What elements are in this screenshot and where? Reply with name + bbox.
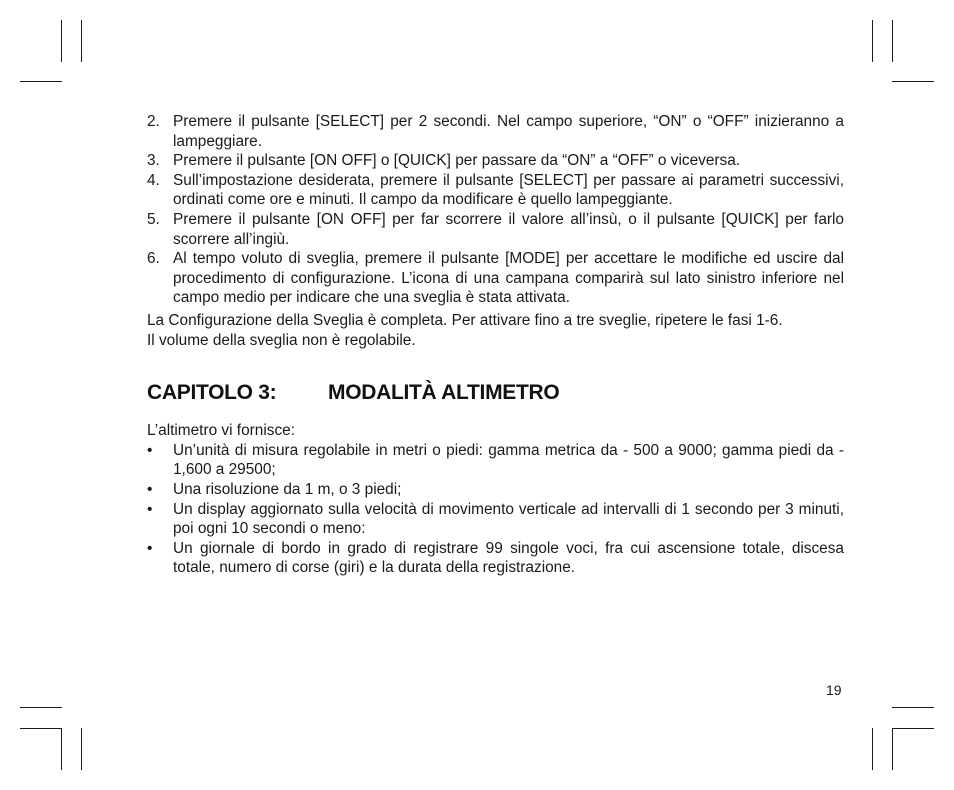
bullet-icon: •	[147, 500, 153, 518]
list-item	[147, 441, 844, 480]
step-item	[147, 151, 844, 171]
list-item	[147, 500, 844, 539]
step-text: Premere il pulsante [ON OFF] o [QUICK] per passare da “ON” a “OFF” o viceversa.	[173, 152, 741, 170]
crop-mark	[892, 728, 934, 729]
bullet-icon: •	[147, 539, 153, 557]
feature-text: Una risoluzione da 1 m, o 3 piedi;	[173, 480, 402, 498]
chapter-title: MODALITÀ ALTIMETRO	[328, 381, 560, 405]
page-number: 19	[826, 682, 842, 698]
step-text: Premere il pulsante [ON OFF] per far scorrere il valore all’insù, o il pulsante [QUICK] per farlo scorrere all’ingiù.	[173, 210, 844, 248]
step-item	[147, 112, 844, 151]
bullet-icon: •	[147, 441, 153, 459]
volume-note-paragraph: Il volume della sveglia non è regolabile.	[147, 331, 416, 349]
crop-mark	[20, 707, 62, 708]
bullet-icon: •	[147, 480, 153, 498]
step-text: Al tempo voluto di sveglia, premere il pulsante [MODE] per accettare le modifiche ed uscire dal procedimento di configurazione. L’icona di una campana comparirà sul lato sinistro inferiore nel campo medio per indicare che una sveglia è stata attivata.	[173, 250, 844, 307]
step-number: 3.	[147, 152, 160, 170]
step-item	[147, 249, 844, 308]
feature-text: Un display aggiornato sulla velocità di movimento verticale ad intervalli di 1 secondo per 3 minuti, poi ogni 10 secondi o meno:	[173, 500, 844, 538]
crop-mark	[61, 20, 62, 62]
crop-mark	[20, 81, 62, 82]
step-item	[147, 210, 844, 249]
alarm-steps-list	[147, 112, 844, 308]
crop-mark	[892, 707, 934, 708]
crop-mark	[81, 20, 82, 62]
crop-mark	[20, 728, 62, 729]
step-text: Premere il pulsante [SELECT] per 2 secondi. Nel campo superiore, “ON” o “OFF” inizieranno a lampeggiare.	[173, 113, 844, 150]
crop-mark	[81, 728, 82, 770]
chapter-heading	[147, 379, 844, 407]
altimeter-features-list	[147, 441, 844, 578]
crop-mark	[892, 81, 934, 82]
step-item	[147, 171, 844, 210]
feature-text: Un’unità di misura regolabile in metri o piedi: gamma metrica da - 500 a 9000; gamma piedi da - 1,600 a 29500;	[173, 441, 844, 479]
step-number: 5.	[147, 210, 160, 228]
step-text: Sull’impostazione desiderata, premere il pulsante [SELECT] per passare ai parametri successivi, ordinati come ore e minuti. Il campo da modificare è quello lampeggiante.	[173, 171, 844, 209]
alarm-complete-paragraph: La Configurazione della Sveglia è completa. Per attivare fino a tre sveglie, ripetere le fasi 1-6.	[147, 311, 783, 329]
list-item	[147, 539, 844, 578]
crop-mark	[892, 728, 893, 770]
list-item	[147, 480, 844, 500]
step-number: 4.	[147, 171, 160, 189]
page-content	[147, 112, 844, 578]
step-number: 6.	[147, 250, 160, 268]
crop-mark	[892, 20, 893, 62]
feature-text: Un giornale di bordo in grado di registrare 99 singole voci, fra cui ascensione totale, discesa totale, numero di corse (giri) e la durata della registrazione.	[173, 539, 844, 577]
crop-mark	[872, 20, 873, 62]
step-number: 2.	[147, 113, 160, 130]
crop-mark	[872, 728, 873, 770]
altimeter-intro: L’altimetro vi fornisce:	[147, 422, 295, 440]
chapter-label: CAPITOLO 3:	[147, 381, 277, 405]
crop-mark	[61, 728, 62, 770]
